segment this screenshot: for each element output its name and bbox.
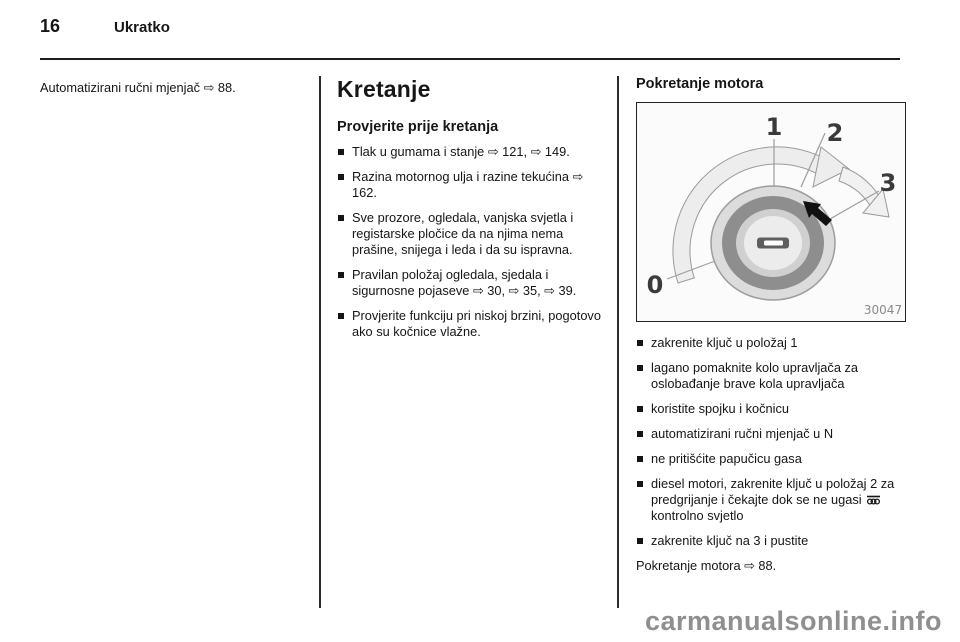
subheading-check-before-driving: Provjerite prije kretanja [337,119,499,135]
left-column-text: Automatizirani ručni mjenjač ⇨ 88. [40,80,236,95]
list-item [636,476,906,524]
list-item: Sve prozore, ogledala, vanjska svjetla i registarske pločice da na njima nema prašine, snijega i leda i da su ispravna. [337,210,603,258]
chapter-title: Ukratko [114,19,170,36]
list-item: zakrenite ključ u položaj 1 [636,335,906,351]
list-item: zakrenite ključ na 3 i pustite [636,533,906,549]
position-label-0: 0 [646,271,664,299]
ignition-switch-figure [636,102,906,322]
left-column [40,80,308,96]
column-divider-left [319,76,321,608]
subheading-engine-start: Pokretanje motora [636,76,764,92]
ignition-switch-diagram [637,103,905,321]
engine-start-reference: Pokretanje motora ⇨ 88. [636,558,777,573]
glow-plug-icon [866,494,881,506]
diesel-bullet-pre: diesel motori, zakrenite ključ u položaj 2 za predgrijanje i čekajte dok se ne ugasi [651,476,895,507]
start-procedure-list [636,335,906,549]
list-item: automatizirani ručni mjenjač u N [636,426,906,442]
keyhole-slot-inner [764,241,783,246]
right-column [636,76,906,574]
list-item: koristite spojku i kočnicu [636,401,906,417]
list-item: Razina motornog ulja i razine tekućina ⇨ 162. [337,169,603,201]
header-rule [40,58,900,60]
section-heading-kretanje: Kretanje [337,76,431,102]
position-label-3: 3 [879,169,897,197]
column-divider-right [617,76,619,608]
figure-code: 30047 [863,303,903,317]
check-list [337,144,603,340]
diesel-bullet-post: kontrolno svjetlo [651,508,744,523]
list-item: Pravilan položaj ogledala, sjedala i sigurnosne pojaseve ⇨ 30, ⇨ 35, ⇨ 39. [337,267,603,299]
position-label-1: 1 [765,113,783,141]
list-item: ne pritišćite papučicu gasa [636,451,906,467]
list-item: lagano pomaknite kolo upravljača za oslobađanje brave kola upravljača [636,360,906,392]
watermark: carmanualsonline.info [644,606,942,636]
middle-column [337,76,603,349]
list-item: Tlak u gumama i stanje ⇨ 121, ⇨ 149. [337,144,603,160]
page-number: 16 [40,16,61,36]
position-label-2: 2 [826,119,844,147]
list-item: Provjerite funkciju pri niskoj brzini, pogotovo ako su kočnice vlažne. [337,308,603,340]
